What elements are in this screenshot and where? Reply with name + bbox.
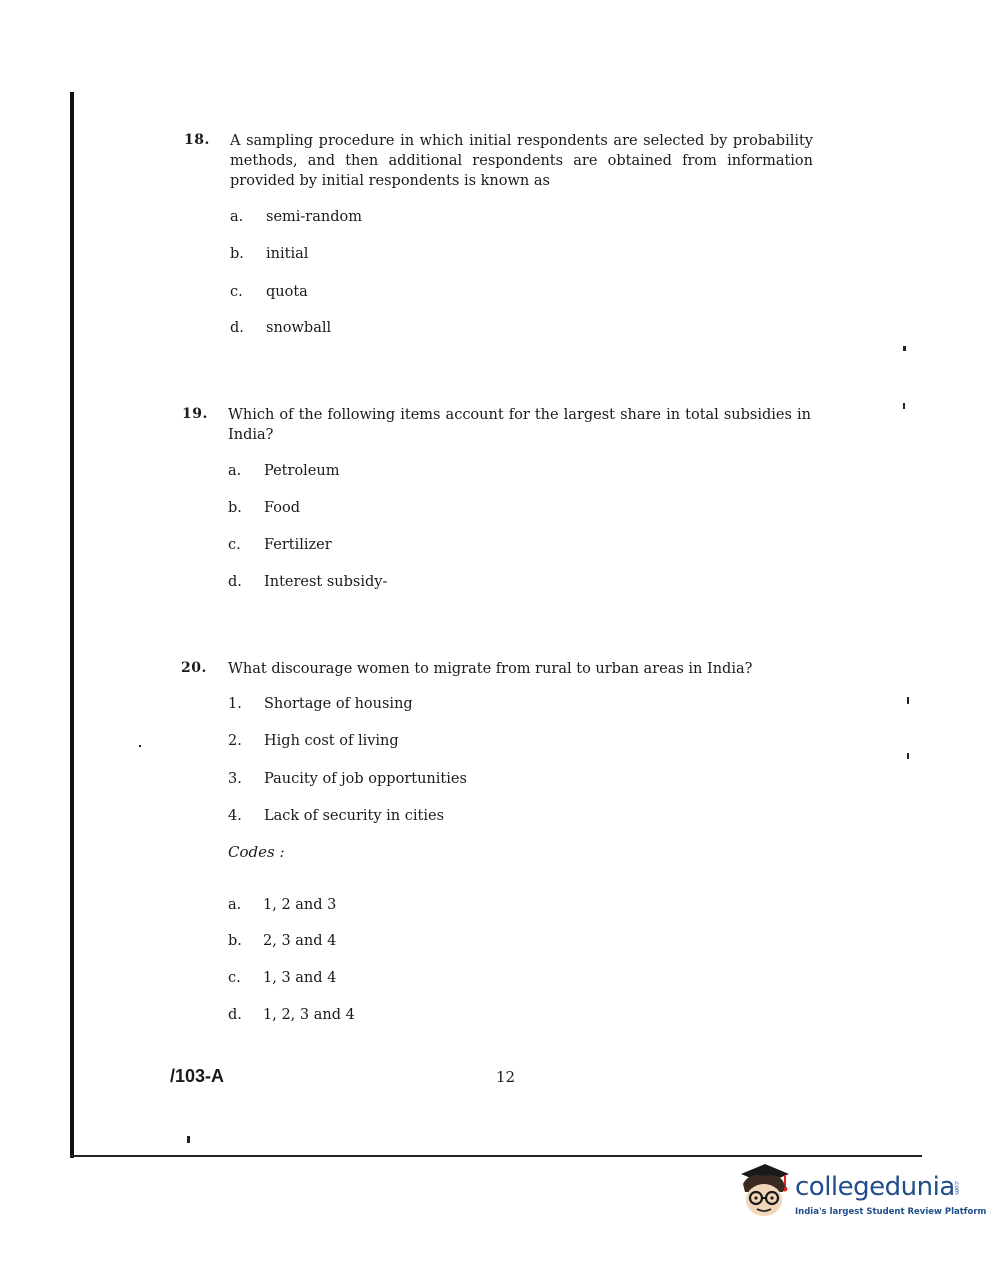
- option-text: Interest subsidy-: [264, 574, 388, 590]
- question-text: Which of the following items account for the largest share in total subsidies in India?: [228, 407, 811, 443]
- statement-label: 1.: [228, 696, 242, 712]
- option-label: b.: [228, 500, 242, 516]
- option-label: c.: [228, 970, 241, 986]
- left-margin-rule: [70, 92, 74, 1158]
- question-number: 19.: [182, 406, 208, 422]
- option-label: b.: [230, 246, 244, 262]
- option-label: c.: [228, 537, 241, 553]
- option-text: Petroleum: [264, 463, 340, 479]
- option-label: b.: [228, 933, 242, 949]
- option-label: a.: [228, 463, 242, 479]
- scan-speck: [903, 403, 905, 409]
- question-text: What discourage women to migrate from rural to urban areas in India?: [228, 661, 753, 677]
- option-label: d.: [228, 574, 242, 590]
- option-label: a.: [230, 209, 244, 225]
- scan-speck: [187, 1136, 190, 1143]
- option-label: d.: [228, 1007, 242, 1023]
- option-label: c.: [230, 284, 243, 300]
- scan-speck: [903, 346, 906, 351]
- logo-tagline: India's largest Student Review Platform: [795, 1207, 987, 1217]
- scan-speck: [139, 745, 141, 747]
- option-text: Fertilizer: [264, 537, 332, 553]
- option-text: 1, 2 and 3: [263, 897, 337, 913]
- paper-code: /103-A: [170, 1066, 225, 1086]
- option-text: initial: [266, 246, 309, 262]
- statement-text: Paucity of job opportunities: [264, 771, 467, 787]
- logo-suffix: .com: [953, 1180, 960, 1195]
- question-number: 20.: [181, 660, 207, 676]
- option-text: 1, 2, 3 and 4: [263, 1007, 355, 1023]
- scan-speck: [907, 697, 909, 704]
- option-text: 2, 3 and 4: [263, 933, 337, 949]
- question-number: 18.: [184, 132, 210, 148]
- page-number: 12: [496, 1068, 516, 1086]
- bottom-rule: [70, 1155, 922, 1157]
- logo-wordmark: collegedunia: [795, 1172, 955, 1202]
- statement-label: 4.: [228, 808, 242, 824]
- option-label: a.: [228, 897, 242, 913]
- option-label: d.: [230, 320, 244, 336]
- codes-label: Codes :: [228, 843, 285, 861]
- question-text: A sampling procedure in which initial respondents are selected by probability methods, and then additional respondents are obtained from information provided by initial respondents is known as: [230, 133, 813, 189]
- option-text: Food: [264, 500, 301, 516]
- collegedunia-logo: [735, 1160, 987, 1230]
- statement-label: 2.: [228, 733, 242, 749]
- statement-text: Lack of security in cities: [264, 808, 445, 824]
- statement-label: 3.: [228, 771, 242, 787]
- mascot-icon: [735, 1160, 793, 1226]
- scan-speck: [907, 753, 909, 759]
- option-text: quota: [266, 284, 308, 300]
- option-text: snowball: [266, 320, 332, 336]
- option-text: 1, 3 and 4: [263, 970, 337, 986]
- statement-text: Shortage of housing: [264, 696, 413, 712]
- option-text: semi-random: [266, 209, 362, 225]
- statement-text: High cost of living: [264, 733, 399, 749]
